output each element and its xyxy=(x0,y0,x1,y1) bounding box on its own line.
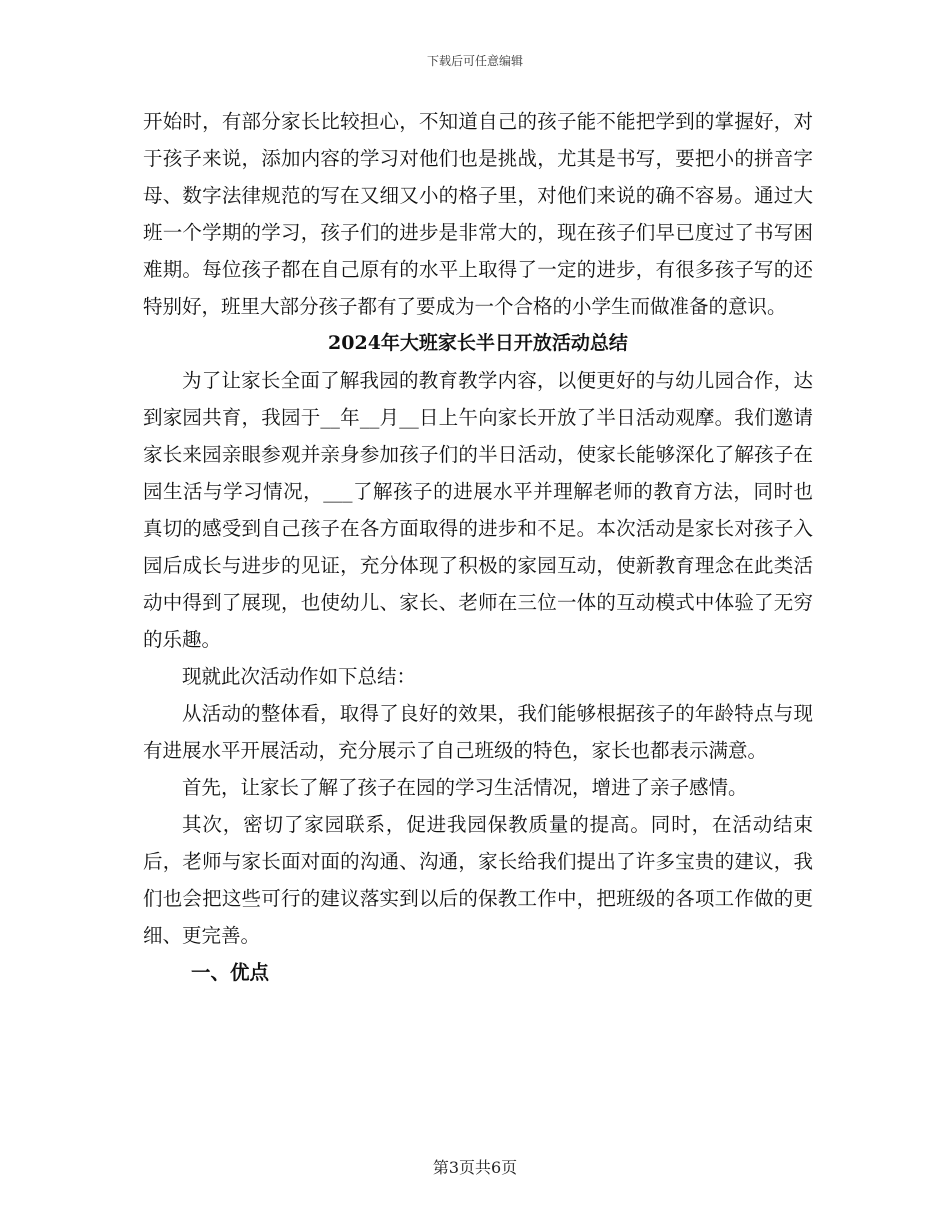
paragraph-5: 首先，让家长了解了孩子在园的学习生活情况，增进了亲子感情。 xyxy=(182,776,748,799)
paragraph-6: 其次，密切了家园联系，促进我园保教质量的提高。同时，在活动结束后，老师与家长面对面的沟通、沟通，家长给我们提出了许多宝贵的建议，我们也会把这些可行的建议落实到以后的保教工作中，把班级的各项工作做的更细、更完善。 xyxy=(143,813,813,947)
paragraph-1: 开始时，有部分家长比较担心，不知道自己的孩子能不能把学到的掌握好，对于孩子来说，添加内容的学习对他们也是挑战，尤其是书写，要把小的拼音字母、数字法律规范的写在又细又小的格子里，对他们来说的确不容易。通过大班一个学期的学习，孩子们的进步是非常大的，现在孩子们早已度过了书写困难期。每位孩子都在自己原有的水平上取得了一定的进步，有很多孩子写的还特别好，班里大部分孩子都有了要成为一个合格的小学生而做准备的意识。 xyxy=(143,110,813,318)
page-number: 第3页共6页 xyxy=(432,1158,518,1177)
document-title: 2024年大班家长半日开放活动总结 xyxy=(328,332,628,354)
paragraph-2: 为了让家长全面了解我园的教育教学内容，以便更好的与幼儿园合作，达到家园共育，我园于__年__月__日上午向家长开放了半日活动观摩。我们邀请家长来园亲眼参观并亲身参加孩子们的半日活动，使家长能够深化了解孩子在园生活与学习情况，___了解孩子的进展水平并理解老师的教育方法，同时也真切的感受到自己孩子在各方面取得的进步和不足。本次活动是家长对孩子入园后成长与进步的见证，充分体现了积极的家园互动，使新教育理念在此类活动中得到了展现，也使幼儿、家长、老师在三位一体的互动模式中体验了无穷的乐趣。 xyxy=(143,369,813,651)
paragraph-3: 现就此次活动作如下总结： xyxy=(182,665,417,688)
document-body xyxy=(143,103,813,991)
section-heading-1: 一、优点 xyxy=(191,961,270,984)
paragraph-4: 从活动的整体看，取得了良好的效果，我们能够根据孩子的年龄特点与现有进展水平开展活动，充分展示了自己班级的特色，家长也都表示满意。 xyxy=(143,702,813,762)
page-header: 下载后可任意编辑 xyxy=(426,54,523,68)
